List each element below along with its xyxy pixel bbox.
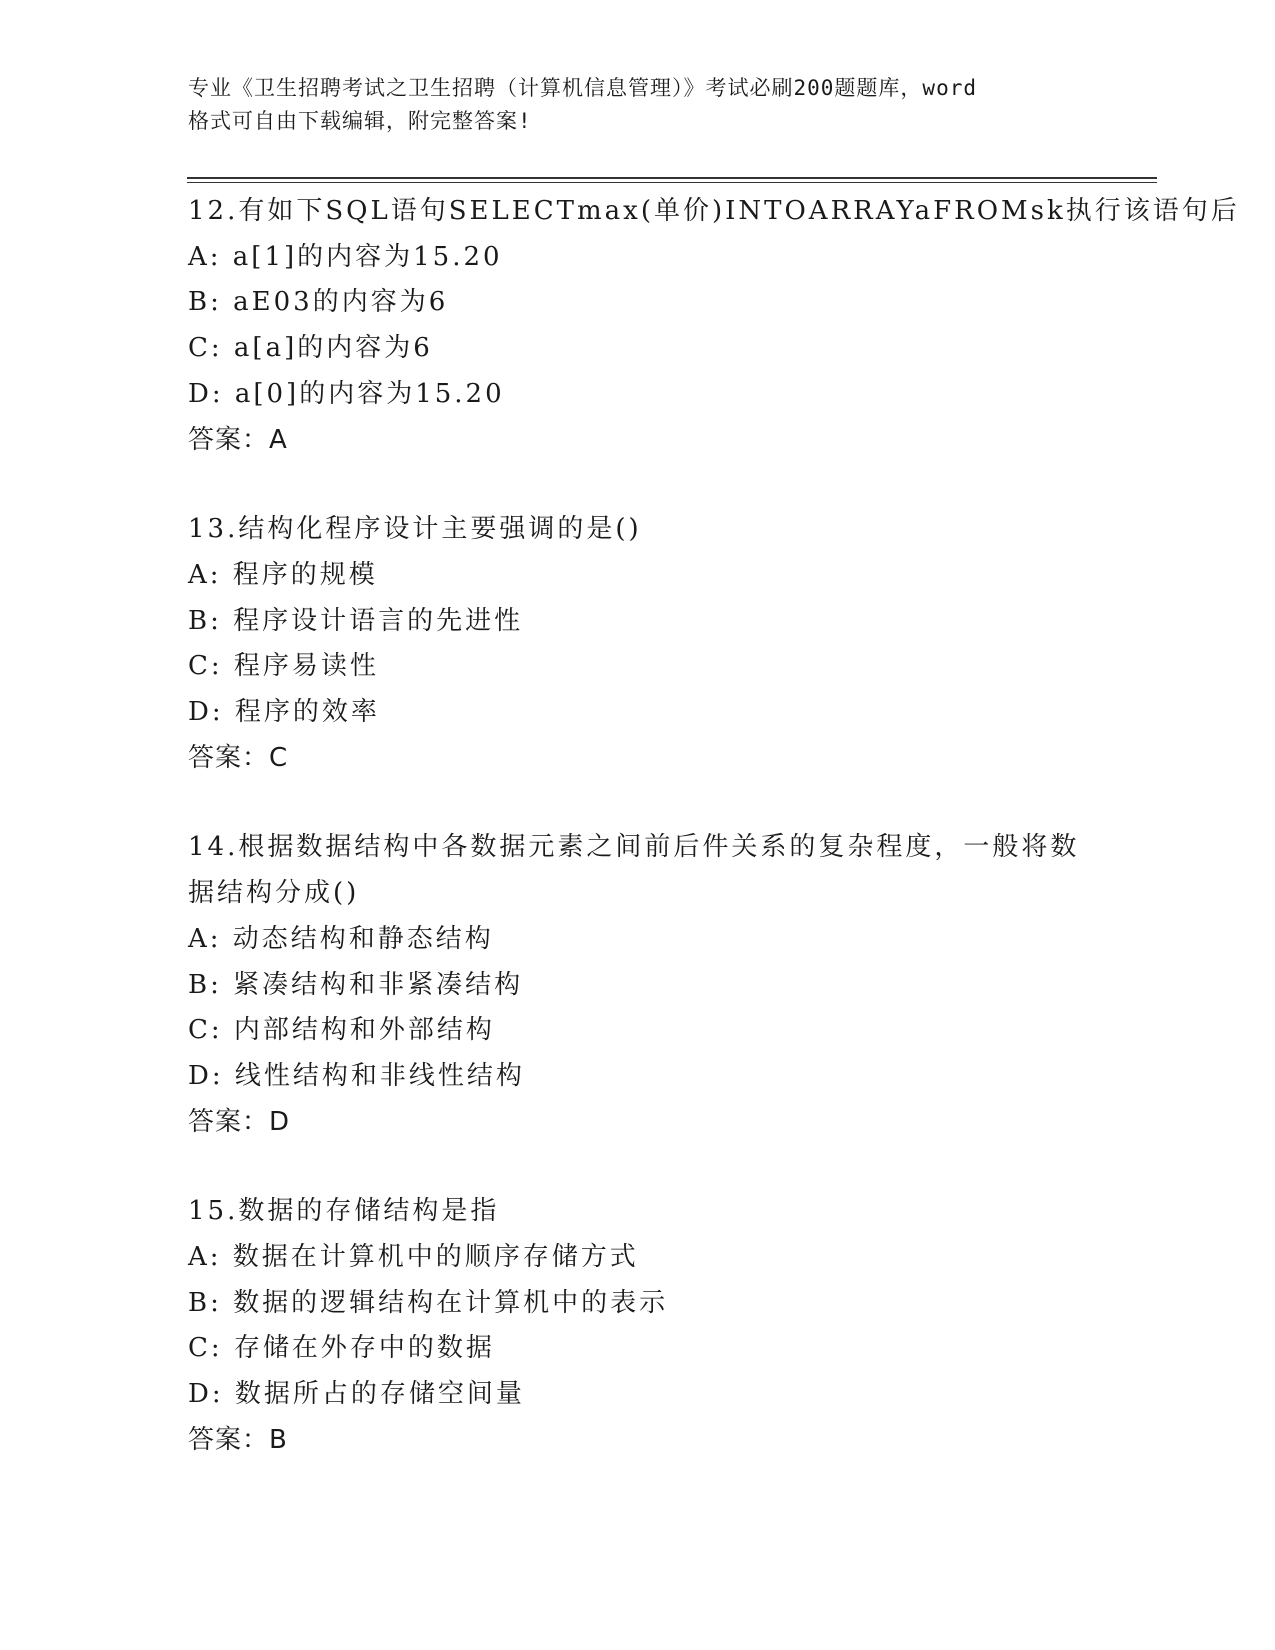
- option-a: A: a[1]的内容为15.20: [188, 241, 503, 272]
- option-c: C: a[a]的内容为6: [188, 333, 433, 364]
- option-b: B: aE03的内容为6: [188, 287, 449, 318]
- answer-label: 答案：A: [188, 424, 288, 455]
- option-b: B: 程序设计语言的先进性: [188, 605, 524, 636]
- answer-label: 答案：C: [188, 742, 289, 773]
- option-d: D: a[0]的内容为15.20: [188, 378, 505, 409]
- header-line-2: 格式可自由下载编辑，附完整答案!: [188, 109, 532, 133]
- answer-label: 答案：D: [188, 1106, 291, 1137]
- option-a: A: 动态结构和静态结构: [188, 923, 494, 954]
- option-c: C: 存储在外存中的数据: [188, 1333, 495, 1364]
- option-a: A: 程序的规模: [188, 559, 378, 590]
- question-13: [188, 507, 1088, 781]
- question-stem: 15.数据的存储结构是指: [188, 1196, 500, 1227]
- option-c: C: 程序易读性: [188, 651, 379, 682]
- question-stem-line-1: 14.根据数据结构中各数据元素之间前后件关系的复杂程度，一般将数: [188, 832, 1080, 863]
- option-b: B: 数据的逻辑结构在计算机中的表示: [188, 1287, 669, 1318]
- question-14: [188, 825, 1088, 1145]
- question-15: [188, 1189, 1088, 1463]
- option-d: D: 程序的效率: [188, 697, 380, 728]
- option-c: C: 内部结构和外部结构: [188, 1015, 495, 1046]
- question-list: [188, 189, 1240, 1508]
- question-stem: 13.结构化程序设计主要强调的是(): [188, 514, 642, 545]
- question-12: [188, 189, 1240, 463]
- option-d: D: 线性结构和非线性结构: [188, 1060, 525, 1091]
- option-a: A: 数据在计算机中的顺序存储方式: [188, 1242, 639, 1273]
- header-divider-thin: [187, 182, 1157, 183]
- document-header: [188, 72, 1088, 138]
- question-stem: 12.有如下SQL语句SELECTmax(单价)INTOARRAYaFROMsk执行该语句后: [188, 196, 1240, 226]
- option-d: D: 数据所占的存储空间量: [188, 1379, 525, 1410]
- option-b: B: 紧凑结构和非紧凑结构: [188, 969, 524, 1000]
- header-divider-thick: [187, 177, 1157, 179]
- header-line-1: 专业《卫生招聘考试之卫生招聘（计算机信息管理）》考试必刷200题题库，word: [188, 76, 977, 100]
- answer-label: 答案：B: [188, 1424, 288, 1455]
- question-stem-line-2: 据结构分成(): [188, 878, 360, 909]
